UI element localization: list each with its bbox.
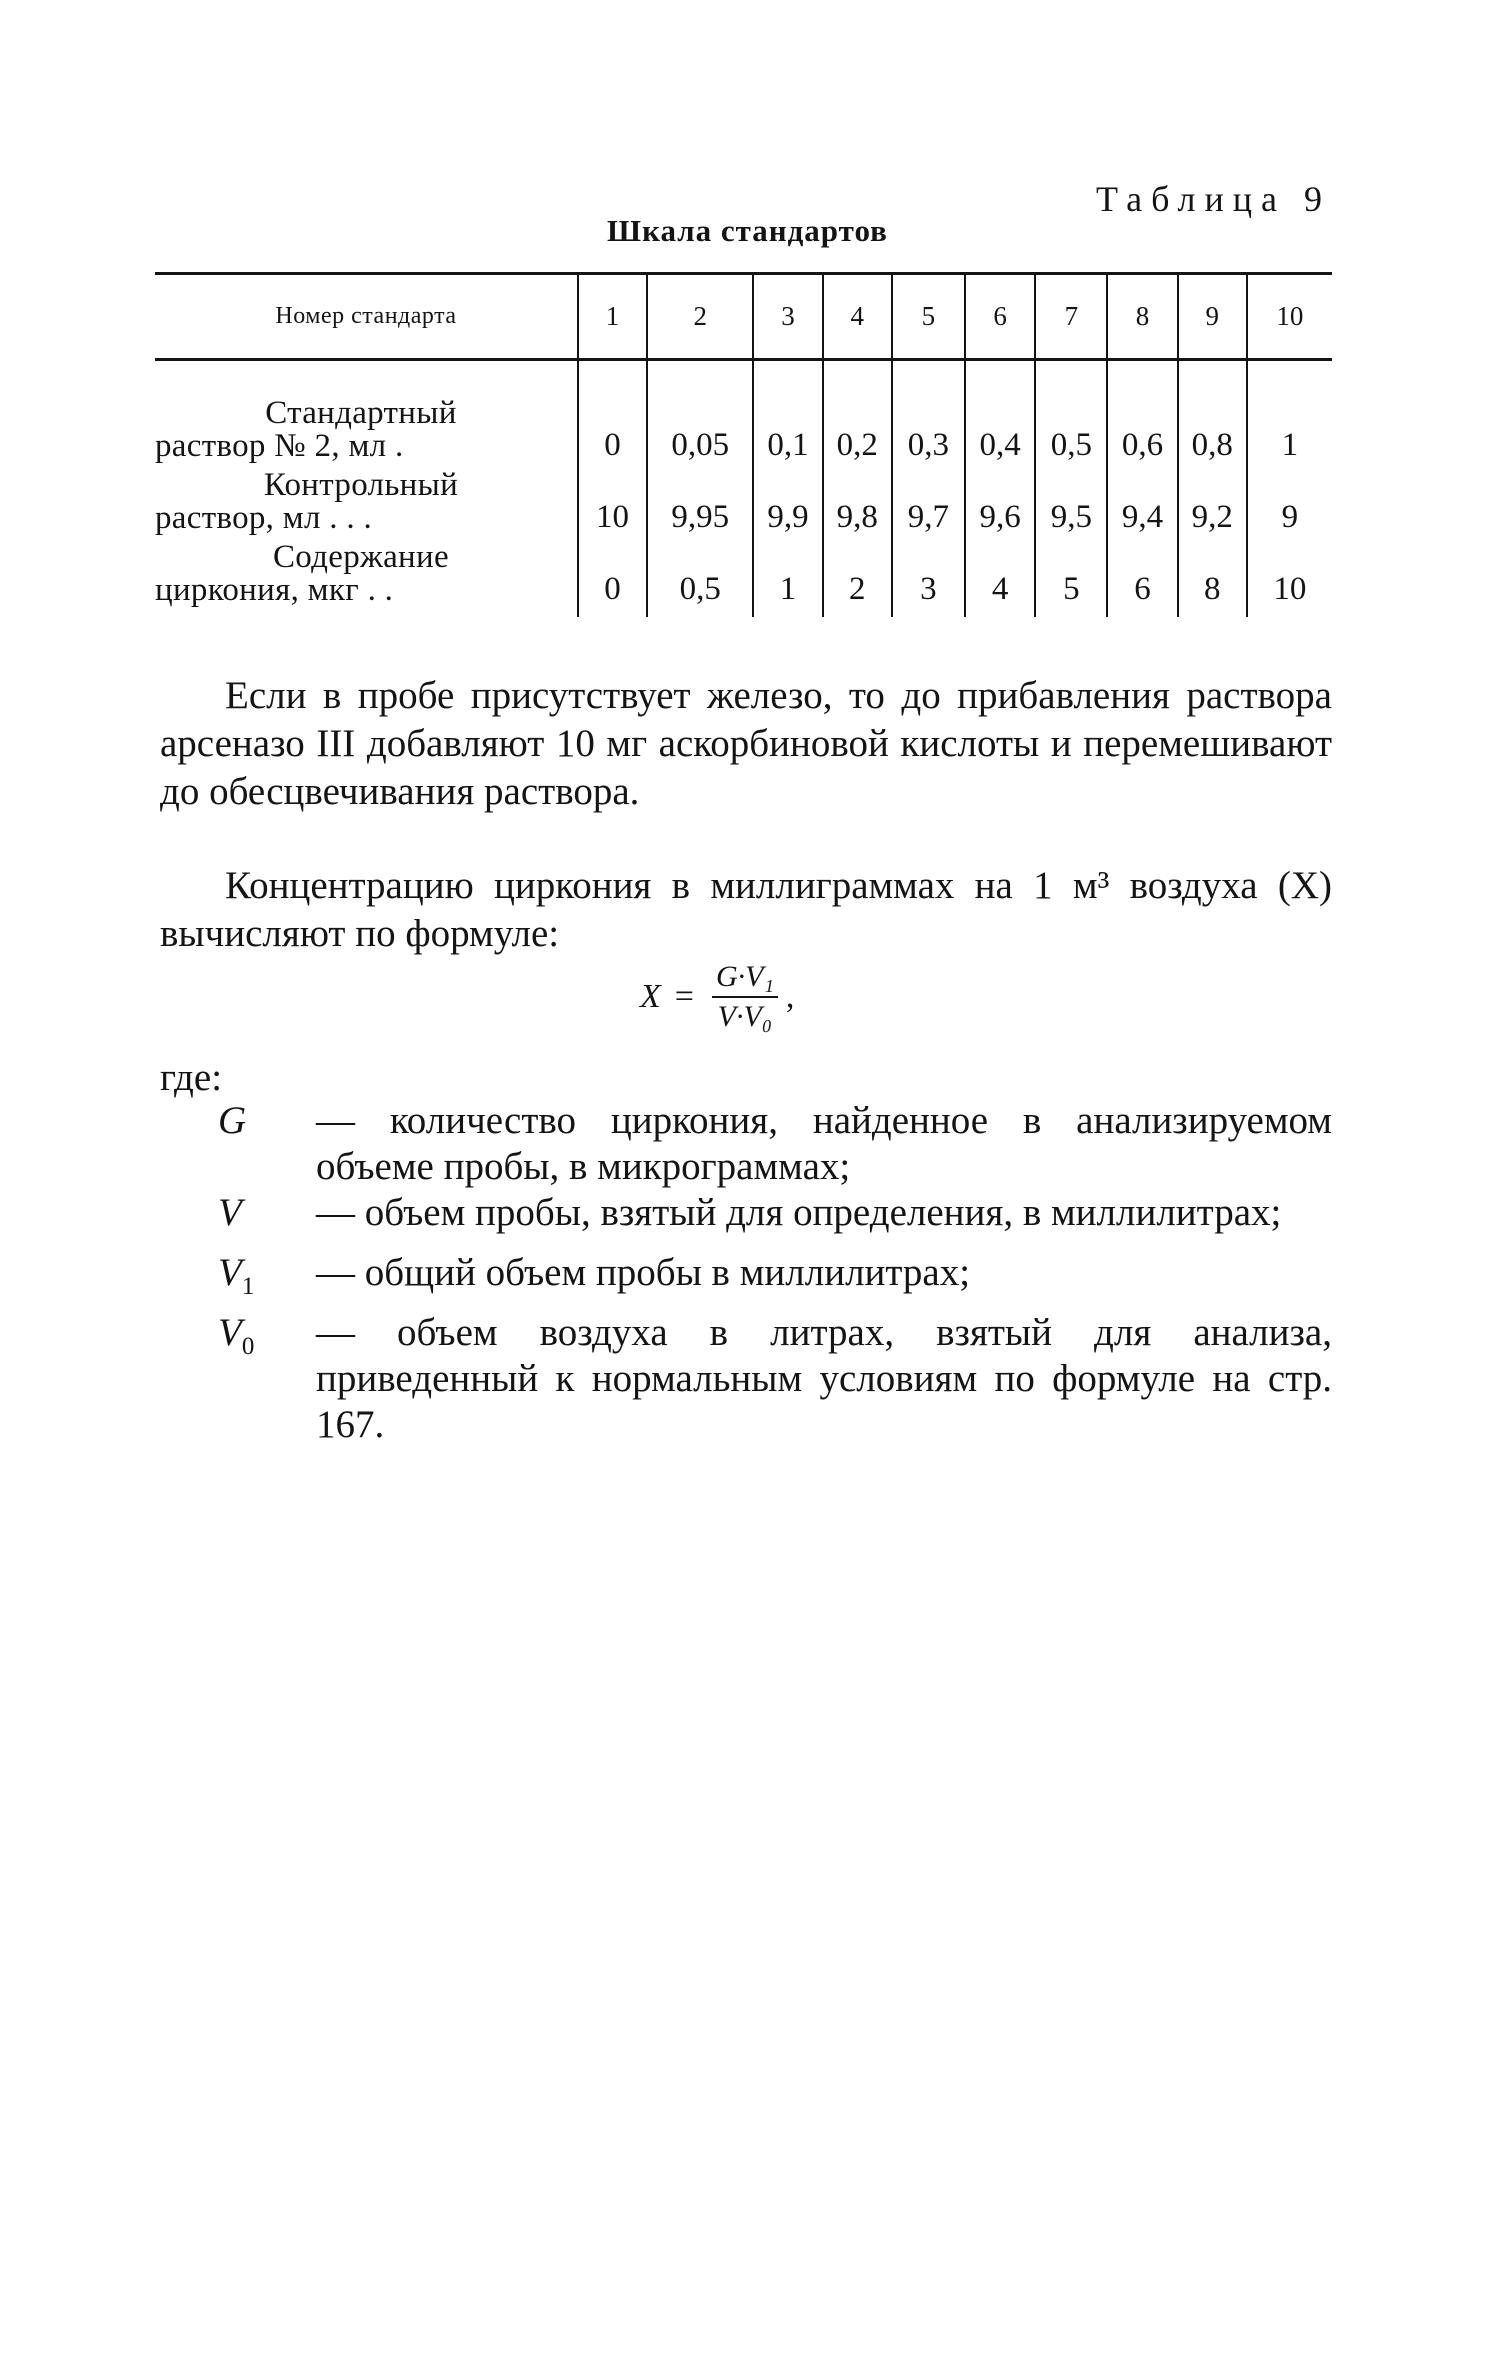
- formula-fraction: [708, 960, 782, 1034]
- definition-item: [160, 1310, 1332, 1448]
- definition-symbol: $V_0$: [218, 1310, 255, 1360]
- column-header: 9: [1178, 274, 1247, 360]
- column-header: 10: [1247, 274, 1332, 360]
- table-cell: 0,5: [1035, 360, 1107, 470]
- table-row: [155, 360, 1332, 470]
- table-number: Таблица 9: [1096, 179, 1331, 219]
- definition-text: — объем пробы, взятый для определения, в миллилитрах;: [316, 1191, 1282, 1234]
- table-cell: 9,7: [892, 469, 965, 541]
- formula: [640, 960, 794, 1034]
- row-label: Контрольный раствор, мл . . .: [155, 467, 459, 536]
- definition-text: — количество циркония, найденное в анализируемом объеме пробы, в микрограммах;: [316, 1099, 1332, 1188]
- table-cell: 8: [1178, 541, 1247, 617]
- definition-text: — общий объем пробы в миллилитрах;: [316, 1250, 971, 1294]
- table-cell: 0: [578, 360, 647, 470]
- table-cell: 9,4: [1107, 469, 1177, 541]
- table-cell: 9,5: [1035, 469, 1107, 541]
- table-cell: 0: [578, 541, 647, 617]
- definitions-list: [160, 1098, 1332, 1448]
- table-cell: 10: [578, 469, 647, 541]
- definition-text: — объем воздуха в литрах, взятый для анализа, приведенный к нормальным условиям по формуле на стр. 167.: [316, 1310, 1332, 1446]
- table-cell: 0,3: [892, 360, 965, 470]
- definition-item: [160, 1190, 1332, 1250]
- formula-denominator: V·V₀: [712, 996, 779, 1034]
- table-cell: 0,1: [753, 360, 822, 470]
- table-title: Шкала стандартов: [607, 213, 888, 248]
- table-cell: 1: [1247, 360, 1332, 470]
- column-header: 7: [1035, 274, 1107, 360]
- table-cell: 0,2: [823, 360, 892, 470]
- table-cell: 9: [1247, 469, 1332, 541]
- row-label: Содержание циркония, мкг . .: [155, 539, 449, 608]
- row-label: Стандартный раствор № 2, мл .: [155, 395, 457, 464]
- definition-symbol: $V_1$: [218, 1250, 255, 1300]
- column-header: 3: [753, 274, 822, 360]
- table-cell: 2: [823, 541, 892, 617]
- definition-item: [160, 1098, 1332, 1190]
- definition-symbol: G: [218, 1099, 247, 1142]
- formula-equals: =: [674, 978, 694, 1015]
- table-row: [155, 469, 1332, 541]
- concentration-paragraph: Концентрацию циркония в миллиграммах на 1 м³ воздуха (X) вычисляют по формуле:: [160, 864, 1332, 955]
- column-header: 6: [965, 274, 1035, 360]
- table-cell: 9,8: [823, 469, 892, 541]
- definition-item: [160, 1250, 1332, 1310]
- table-cell: 9,6: [965, 469, 1035, 541]
- table-cell: 9,95: [647, 469, 753, 541]
- column-header: 5: [892, 274, 965, 360]
- definition-symbol: V: [218, 1191, 242, 1234]
- formula-comma: ,: [785, 978, 795, 1015]
- column-header: 8: [1107, 274, 1177, 360]
- table-cell: 9,9: [753, 469, 822, 541]
- table-row: [155, 541, 1332, 617]
- table-header-row: [155, 274, 1332, 360]
- formula-lhs: X: [640, 978, 661, 1015]
- table-cell: 3: [892, 541, 965, 617]
- table-cell: 0,4: [965, 360, 1035, 470]
- table-cell: 5: [1035, 541, 1107, 617]
- table-cell: 6: [1107, 541, 1177, 617]
- formula-numerator: G·V₁: [715, 960, 774, 993]
- standards-table: [155, 272, 1332, 617]
- table-cell: 0,05: [647, 360, 753, 470]
- where-label: где:: [160, 1056, 223, 1099]
- table-cell: 0,8: [1178, 360, 1247, 470]
- row-header-cell: Номер стандарта: [155, 274, 578, 360]
- column-header: 4: [823, 274, 892, 360]
- table-cell: 10: [1247, 541, 1332, 617]
- column-header: 1: [578, 274, 647, 360]
- table-cell: 9,2: [1178, 469, 1247, 541]
- iron-note-paragraph: Если в пробе присутствует железо, то до прибавления раствора арсеназо III добавляют 10 мг аскорбиновой кислоты и перемешивают до обесцвечивания раствора.: [160, 674, 1332, 813]
- table-cell: 0,6: [1107, 360, 1177, 470]
- column-header: 2: [647, 274, 753, 360]
- table-cell: 4: [965, 541, 1035, 617]
- table-cell: 1: [753, 541, 822, 617]
- table-cell: 0,5: [647, 541, 753, 617]
